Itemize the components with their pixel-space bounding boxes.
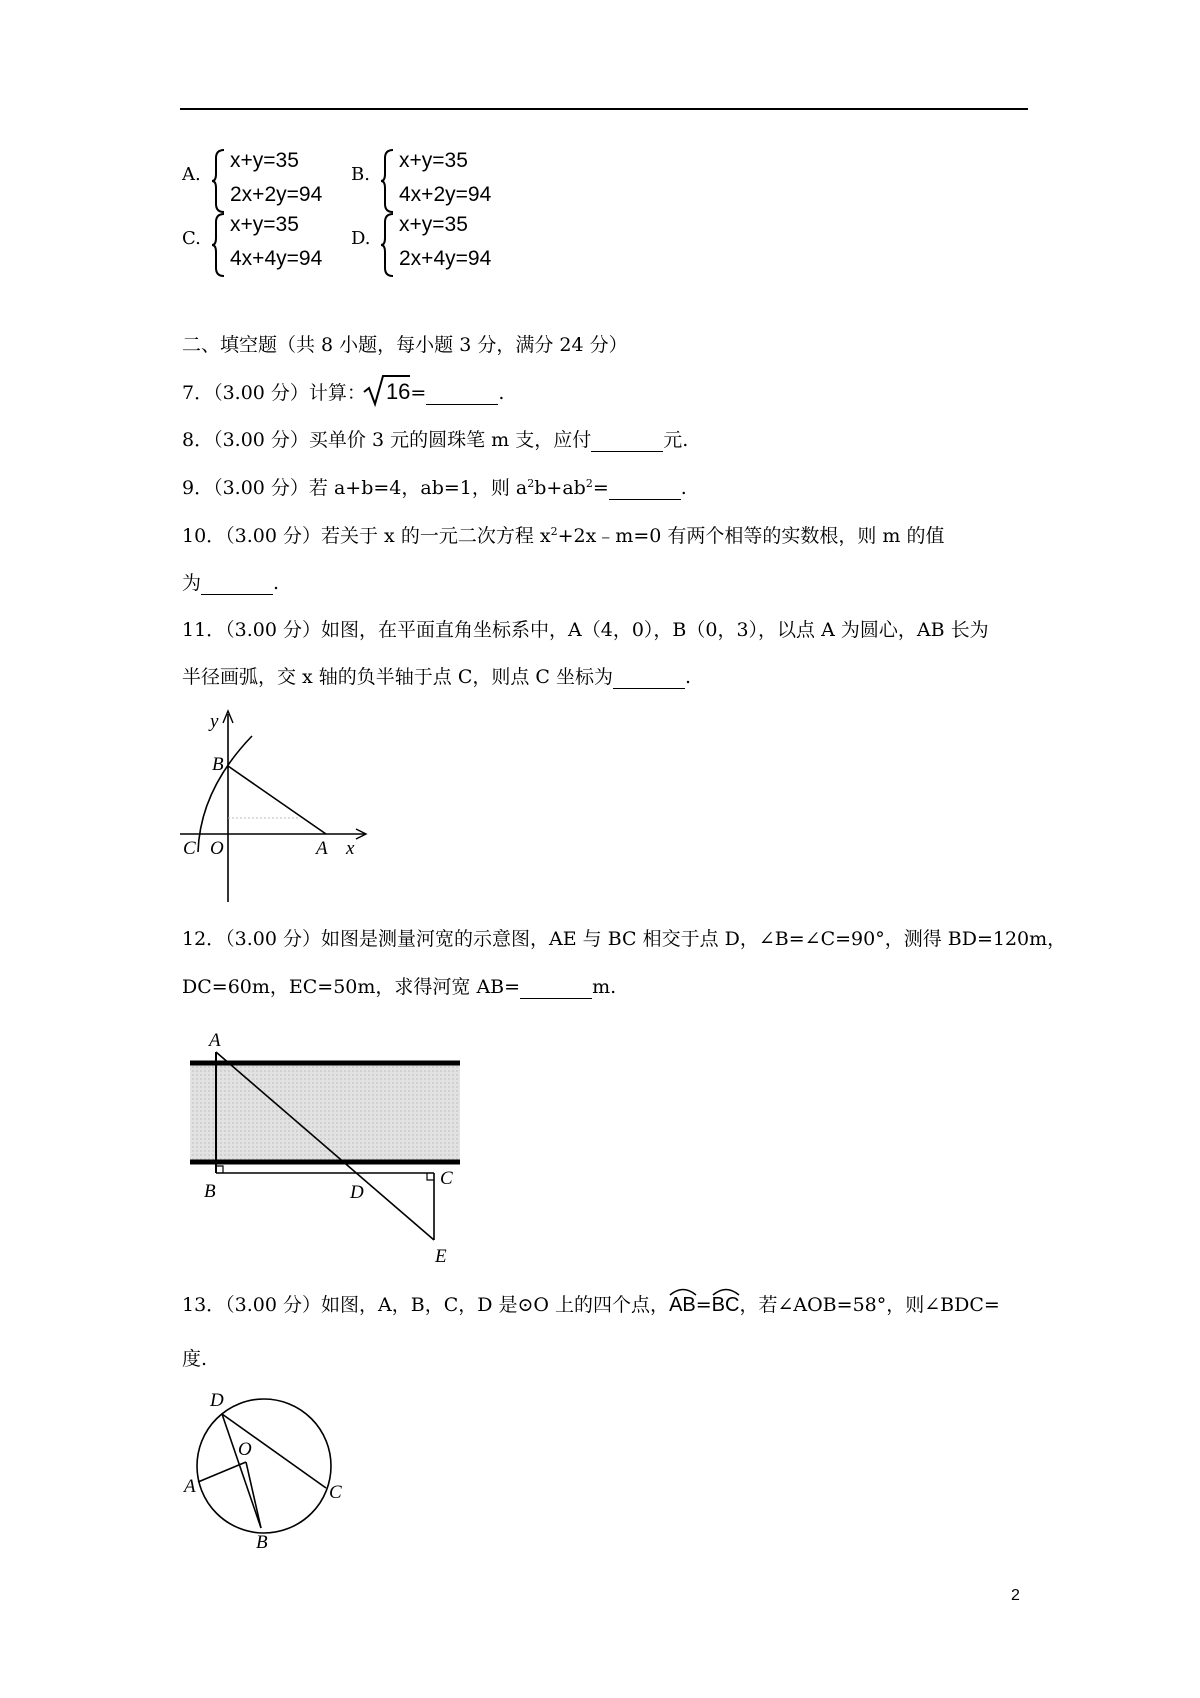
option-b-system [399,144,491,212]
option-a-eq2: 2x+2y=94 [230,183,323,206]
q13-line1-b: ，若∠AOB=58°，则∠BDC= [739,1294,1000,1316]
answer-blank [591,431,663,452]
segment-db [222,1414,261,1528]
option-a-letter: A. [182,164,201,185]
q10-line2: 为 [182,572,202,594]
option-b-brace [381,148,395,214]
q9-end: . [680,477,687,499]
answer-blank [201,574,273,595]
option-a-system [230,144,322,212]
label-a: A [316,838,328,859]
sqrt-expression [366,380,410,404]
segment-ao [198,1462,246,1482]
q7-prefix: 7．（3.00 分）计算： [182,382,366,404]
q12-line2: DC=60m，EC=50m，求得河宽 AB= [182,976,521,998]
q8-end: 元. [663,429,689,451]
label-c: C [329,1482,342,1503]
option-d-brace [381,212,395,278]
option-d-eq1: x+y=35 [399,213,468,236]
question-12-line1: 12．（3.00 分）如图是测量河宽的示意图，AE 与 BC 相交于点 D，∠B=∠C=90°，测得 BD=120m， [182,928,1067,950]
q13-line1-a: 13．（3.00 分）如图，A，B，C，D 是⊙O 上的四个点， [182,1294,670,1316]
right-angle-c [427,1173,434,1180]
label-o: O [210,838,224,859]
figure-11-coordinate-plane [180,706,370,906]
question-13-line1 [182,1293,1000,1317]
label-b: B [212,754,224,775]
question-9 [182,476,687,500]
sqrt-sign [364,374,410,408]
option-a-eq1: x+y=35 [230,149,299,172]
page-number: 2 [1011,1587,1020,1604]
label-c: C [440,1168,453,1189]
option-d-system [399,208,491,276]
option-c-eq1: x+y=35 [230,213,299,236]
figure-13-circle [182,1382,352,1553]
option-d-letter: D. [351,228,371,249]
q9-sup2: 2 [585,477,593,490]
option-b-letter: B. [351,164,370,185]
option-c-eq2: 4x+4y=94 [230,247,323,270]
label-a: A [184,1476,196,1497]
q10-sup: 2 [550,525,558,538]
q10-line1-b: +2x﹣m=0 有两个相等的实数根，则 m 的值 [557,525,945,547]
segment-ob [246,1462,261,1528]
answer-blank [426,384,498,405]
arc-mark [669,1286,697,1296]
option-b-eq2: 4x+2y=94 [399,183,492,206]
q9-sup1: 2 [527,477,535,490]
question-11-line2 [182,665,691,689]
q7-end: . [498,382,505,404]
question-10-line1 [182,524,944,548]
label-d: D [210,1390,224,1411]
section-heading: 二、填空题（共 8 小题，每小题 3 分，满分 24 分） [182,334,628,356]
label-a: A [209,1030,221,1051]
figure-12-river-diagram [184,1030,474,1265]
label-o: O [238,1439,252,1460]
label-e: E [435,1246,447,1267]
option-c-brace [212,212,226,278]
label-x: x [346,838,355,859]
right-angle-b [216,1166,223,1173]
answer-blank [609,479,681,500]
arc-bc-text: BC [711,1294,740,1316]
q12-end: m. [592,976,617,998]
arc-mark [712,1286,740,1296]
option-a-brace [212,148,226,214]
label-d: D [350,1182,364,1203]
q13-eq: = [695,1294,712,1316]
q11-line2: 半径画弧，交 x 轴的负半轴于点 C，则点 C 坐标为 [182,666,613,688]
answer-blank [520,978,592,999]
segment-ab [228,766,326,834]
question-10-line2 [182,571,279,595]
question-12-line2 [182,975,616,999]
sqrt-radicand: 16 [385,379,411,404]
q7-equals: = [410,382,427,404]
question-7 [182,380,504,405]
question-13-line2: 度. [182,1348,208,1370]
label-c: C [183,838,196,859]
river [190,1063,460,1162]
label-b: B [256,1532,268,1553]
option-c-letter: C. [182,228,201,249]
option-d-eq2: 2x+4y=94 [399,247,492,270]
q9-eq: = [592,477,609,499]
question-8 [182,428,688,452]
q11-end: . [685,666,692,688]
q10-line1-a: 10．（3.00 分）若关于 x 的一元二次方程 x [182,525,551,547]
option-b-eq1: x+y=35 [399,149,468,172]
answer-blank [613,668,685,689]
label-b: B [204,1181,216,1202]
q10-end: . [273,572,280,594]
header-rule [180,108,1028,110]
q9-prefix: 9．（3.00 分）若 a+b=4，ab=1，则 a [182,477,528,499]
arc-bc [712,1293,740,1317]
arc-ab-text: AB [669,1294,696,1316]
q8-text: 8．（3.00 分）买单价 3 元的圆珠笔 m 支，应付 [182,429,592,451]
q9-mid: b+ab [534,477,586,499]
circle-o [197,1399,331,1533]
label-y: y [210,711,219,732]
arc-ab [669,1293,696,1317]
question-11-line1: 11．（3.00 分）如图，在平面直角坐标系中，A（4，0），B（0，3），以点 A 为圆心，AB 长为 [182,619,989,641]
option-c-system [230,208,322,276]
